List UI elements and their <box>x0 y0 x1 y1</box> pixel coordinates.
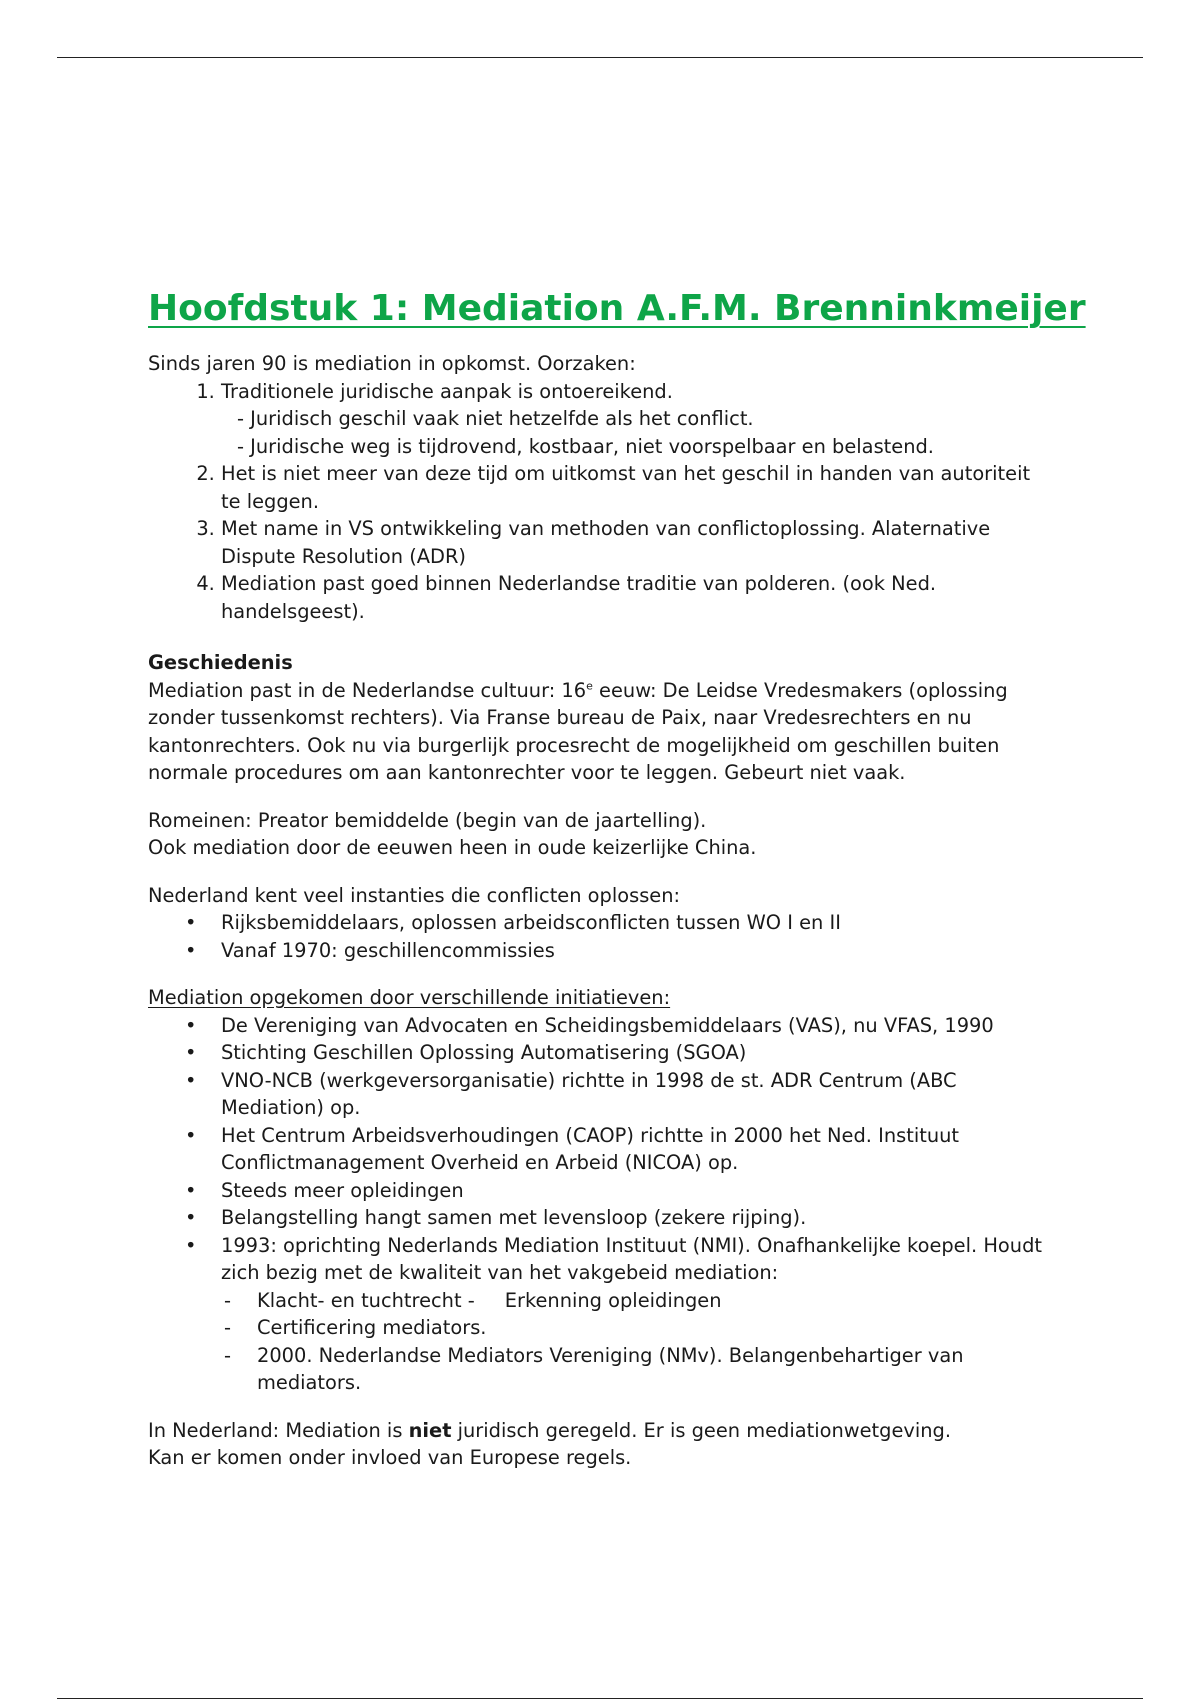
closing-line-2: Kan er komen onder invloed van Europese regels. <box>148 1446 632 1469</box>
china-line: Ook mediation door de eeuwen heen in oude keizerlijke China. <box>148 836 757 859</box>
list-item: 2. Het is niet meer van deze tijd om uitkomst van het geschil in handen van autoriteit te leggen. <box>221 460 1048 515</box>
nmi-sublist <box>221 1287 1048 1397</box>
list-item: • De Vereniging van Advocaten en Scheidingsbemiddelaars (VAS), nu VFAS, 1990 <box>221 1012 1048 1040</box>
list-item: • Stichting Geschillen Oplossing Automatisering (SGOA) <box>221 1039 1048 1067</box>
sub-point: - Juridische weg is tijdrovend, kostbaar, niet voorspelbaar en belastend. <box>237 434 934 458</box>
list-item: 4. Mediation past goed binnen Nederlandse traditie van polderen. (ook Ned. handelsgeest). <box>221 570 1048 625</box>
chapter-title: Hoofdstuk 1: Mediation A.F.M. Brenninkmeijer <box>148 288 1086 329</box>
romans-line: Romeinen: Preator bemiddelde (begin van de jaartelling). <box>148 808 707 832</box>
history-heading: Geschiedenis <box>148 651 293 674</box>
sub-list-item: - Certificering mediators. <box>257 1314 1048 1342</box>
sub-list-item: - 2000. Nederlandse Mediators Vereniging (NMv). Belangenbehartiger van mediators. <box>257 1342 1048 1397</box>
instances-list <box>148 909 1048 964</box>
list-item: • Vanaf 1970: geschillencommissies <box>221 937 1048 965</box>
history-paragraph: Mediation past in de Nederlandse cultuur: 16e eeuw: De Leidse Vredesmakers (oplossing zonder tussenkomst rechters). Via Franse bureau de Paix, naar Vredesrechters en nu kantonrechters. Ook nu via burgerlijk procesrecht de mogelijkheid om geschillen buiten normale procedures om aan kantonrechter voor te leggen. Gebeurt niet vaak. <box>148 678 1008 784</box>
causes-list <box>148 378 1048 626</box>
list-item: • 1993: oprichting Nederlands Mediation Instituut (NMI). Onafhankelijke koepel. Houdt zich bezig met de kwaliteit van het vakgebeid mediation: - Klacht- en tuchtrecht - Erkenning opleidingen - Certificering mediators. - 2000. Nederlandse Mediators Vereniging (NMv). Belangenbehartiger van mediators. <box>221 1232 1048 1397</box>
intro-text: Sinds jaren 90 is mediation in opkomst. Oorzaken: <box>148 352 636 375</box>
instances-intro: Nederland kent veel instanties die conflicten oplossen: <box>148 883 681 907</box>
initiatives-list <box>148 1012 1048 1397</box>
sub-list-item: - Klacht- en tuchtrecht - Erkenning opleidingen <box>257 1287 1048 1315</box>
list-item: • VNO-NCB (werkgeversorganisatie) richtte in 1998 de st. ADR Centrum (ABC Mediation) op. <box>221 1067 1048 1122</box>
top-rule <box>57 57 1143 58</box>
list-item: • Belangstelling hangt samen met levensloop (zekere rijping). <box>221 1204 1048 1232</box>
bottom-rule <box>57 1698 1143 1699</box>
list-item: 3. Met name in VS ontwikkeling van methoden van conflictoplossing. Alaternative Dispute Resolution (ADR) <box>221 515 1048 570</box>
closing-line-1: In Nederland: Mediation is niet juridisch geregeld. Er is geen mediationwetgeving. <box>148 1418 952 1442</box>
sub-point: - Juridisch geschil vaak niet hetzelfde als het conflict. <box>237 407 754 430</box>
initiatives-heading: Mediation opgekomen door verschillende initiatieven: <box>148 986 671 1009</box>
list-item: • Steeds meer opleidingen <box>221 1177 1048 1205</box>
list-item: 1. Traditionele juridische aanpak is ontoereikend. - Juridisch geschil vaak niet hetzelfde als het conflict. - Juridische weg is tijdrovend, kostbaar, niet voorspelbaar en belastend. <box>221 378 1048 461</box>
list-item: • Rijksbemiddelaars, oplossen arbeidsconflicten tussen WO I en II <box>221 909 1048 937</box>
document-body <box>148 286 1086 1472</box>
list-item: • Het Centrum Arbeidsverhoudingen (CAOP) richtte in 2000 het Ned. Instituut Conflictmanagement Overheid en Arbeid (NICOA) op. <box>221 1122 1048 1177</box>
